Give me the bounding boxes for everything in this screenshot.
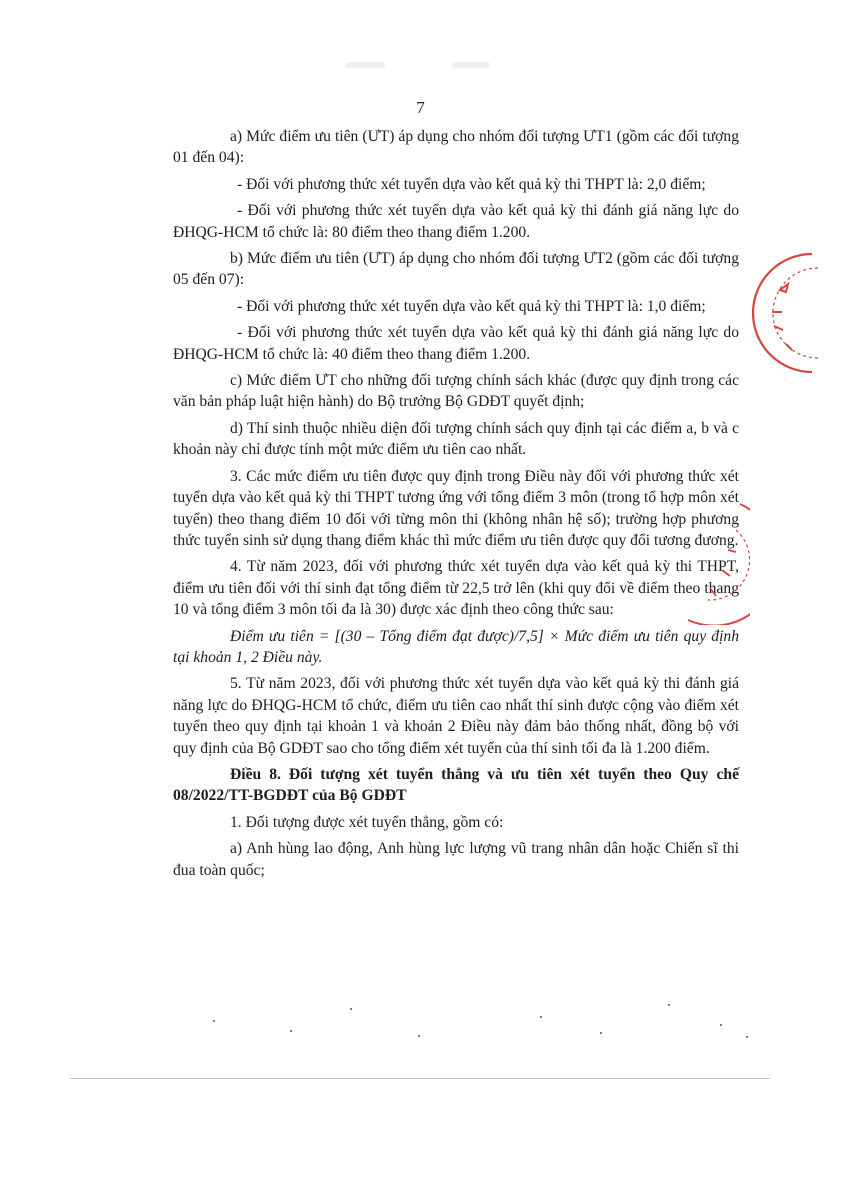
scan-speck bbox=[290, 1030, 292, 1032]
document-body bbox=[173, 126, 739, 886]
paragraph: - Đối với phương thức xét tuyển dựa vào kết quả kỳ thi THPT là: 2,0 điểm; bbox=[237, 175, 706, 193]
page-number: 7 bbox=[416, 98, 425, 117]
paragraph: c) Mức điểm ƯT cho những đối tượng chính sách khác (được quy định trong các văn bản pháp luật hiện hành) do Bộ trưởng Bộ GDĐT quyết định; bbox=[173, 372, 739, 411]
page-bottom-divider bbox=[70, 1078, 770, 1079]
scan-speck bbox=[746, 1036, 748, 1038]
paragraph: 1. Đối tượng được xét tuyển thẳng, gồm có: bbox=[230, 813, 504, 831]
red-seal-bottom bbox=[680, 500, 750, 625]
paragraph: d) Thí sinh thuộc nhiều diện đối tượng chính sách quy định tại các điểm a, b và c khoản này chỉ được tính một mức điểm ưu tiên cao nhất. bbox=[173, 419, 739, 459]
scan-speck bbox=[720, 1024, 722, 1026]
article-heading: Điều 8. Đối tượng xét tuyển thẳng và ưu tiên xét tuyển theo Quy chế 08/2022/TT-BGDĐT của Bộ GDĐT bbox=[173, 765, 739, 805]
paragraph: - Đối với phương thức xét tuyển dựa vào kết quả kỳ thi đánh giá năng lực do ĐHQG-HCM tổ chức là: 40 điểm theo thang điểm 1.200. bbox=[173, 324, 739, 363]
paragraph: 5. Từ năm 2023, đối với phương thức xét tuyển dựa vào kết quả kỳ thi đánh giá năng lực do ĐHQG-HCM tổ chức, điểm ưu tiên cao nhất thí sinh được cộng vào điểm xét tuyển theo quy định tại khoản 1 và khoản 2 Điều này đảm bảo thống nhất, đồng bộ với quy định của Bộ GDĐT sao cho tổng điểm xét tuyển của thí sinh tối đa là 1.200 điểm. bbox=[173, 675, 739, 757]
paragraph: - Đối với phương thức xét tuyển dựa vào kết quả kỳ thi THPT là: 1,0 điểm; bbox=[237, 297, 706, 315]
paragraph: 4. Từ năm 2023, đối với phương thức xét tuyển dựa vào kết quả kỳ thi THPT, điểm ưu tiên đối với thí sinh đạt tổng điểm từ 22,5 trở lên (khi quy đổi về điểm theo thang 10 và tổng điểm 3 môn tối đa là 30) được xác định theo công thức sau: bbox=[173, 558, 739, 619]
red-seal-top bbox=[752, 248, 841, 378]
formula-paragraph: Điểm ưu tiên = [(30 – Tổng điểm đạt được)/7,5] × Mức điểm ưu tiên quy định tại khoản 1, 2 Điều này. bbox=[173, 627, 739, 666]
scan-speck bbox=[418, 1035, 420, 1037]
paragraph: - Đối với phương thức xét tuyển dựa vào kết quả kỳ thi đánh giá năng lực do ĐHQG-HCM tổ chức là: 80 điểm theo thang điểm 1.200. bbox=[173, 202, 739, 241]
scan-speck bbox=[350, 1008, 352, 1010]
scan-speck bbox=[668, 1004, 670, 1006]
scan-speck bbox=[213, 1020, 215, 1022]
scan-speck bbox=[600, 1032, 602, 1034]
paragraph: a) Anh hùng lao động, Anh hùng lực lượng vũ trang nhân dân hoặc Chiến sĩ thi đua toàn quốc; bbox=[173, 840, 739, 879]
paragraph: a) Mức điểm ưu tiên (ƯT) áp dụng cho nhóm đối tượng ƯT1 (gồm các đối tượng 01 đến 04): bbox=[173, 128, 739, 167]
scan-smudge bbox=[345, 62, 385, 68]
paragraph: b) Mức điểm ưu tiên (ƯT) áp dụng cho nhóm đối tượng ƯT2 (gồm các đối tượng 05 đến 07): bbox=[173, 250, 739, 289]
scan-speck bbox=[540, 1016, 542, 1018]
paragraph: 3. Các mức điểm ưu tiên được quy định trong Điều này đối với phương thức xét tuyển dựa vào kết quả kỳ thi THPT tương ứng với tổng điểm 3 môn (trong tổ hợp môn xét tuyển) theo thang điểm 10 đối với từng môn thi (không nhân hệ số); trường hợp phương thức tuyển sinh sử dụng thang điểm khác thì mức điểm ưu tiên được quy đổi tương đương. bbox=[173, 467, 739, 549]
scan-smudge bbox=[452, 62, 490, 68]
